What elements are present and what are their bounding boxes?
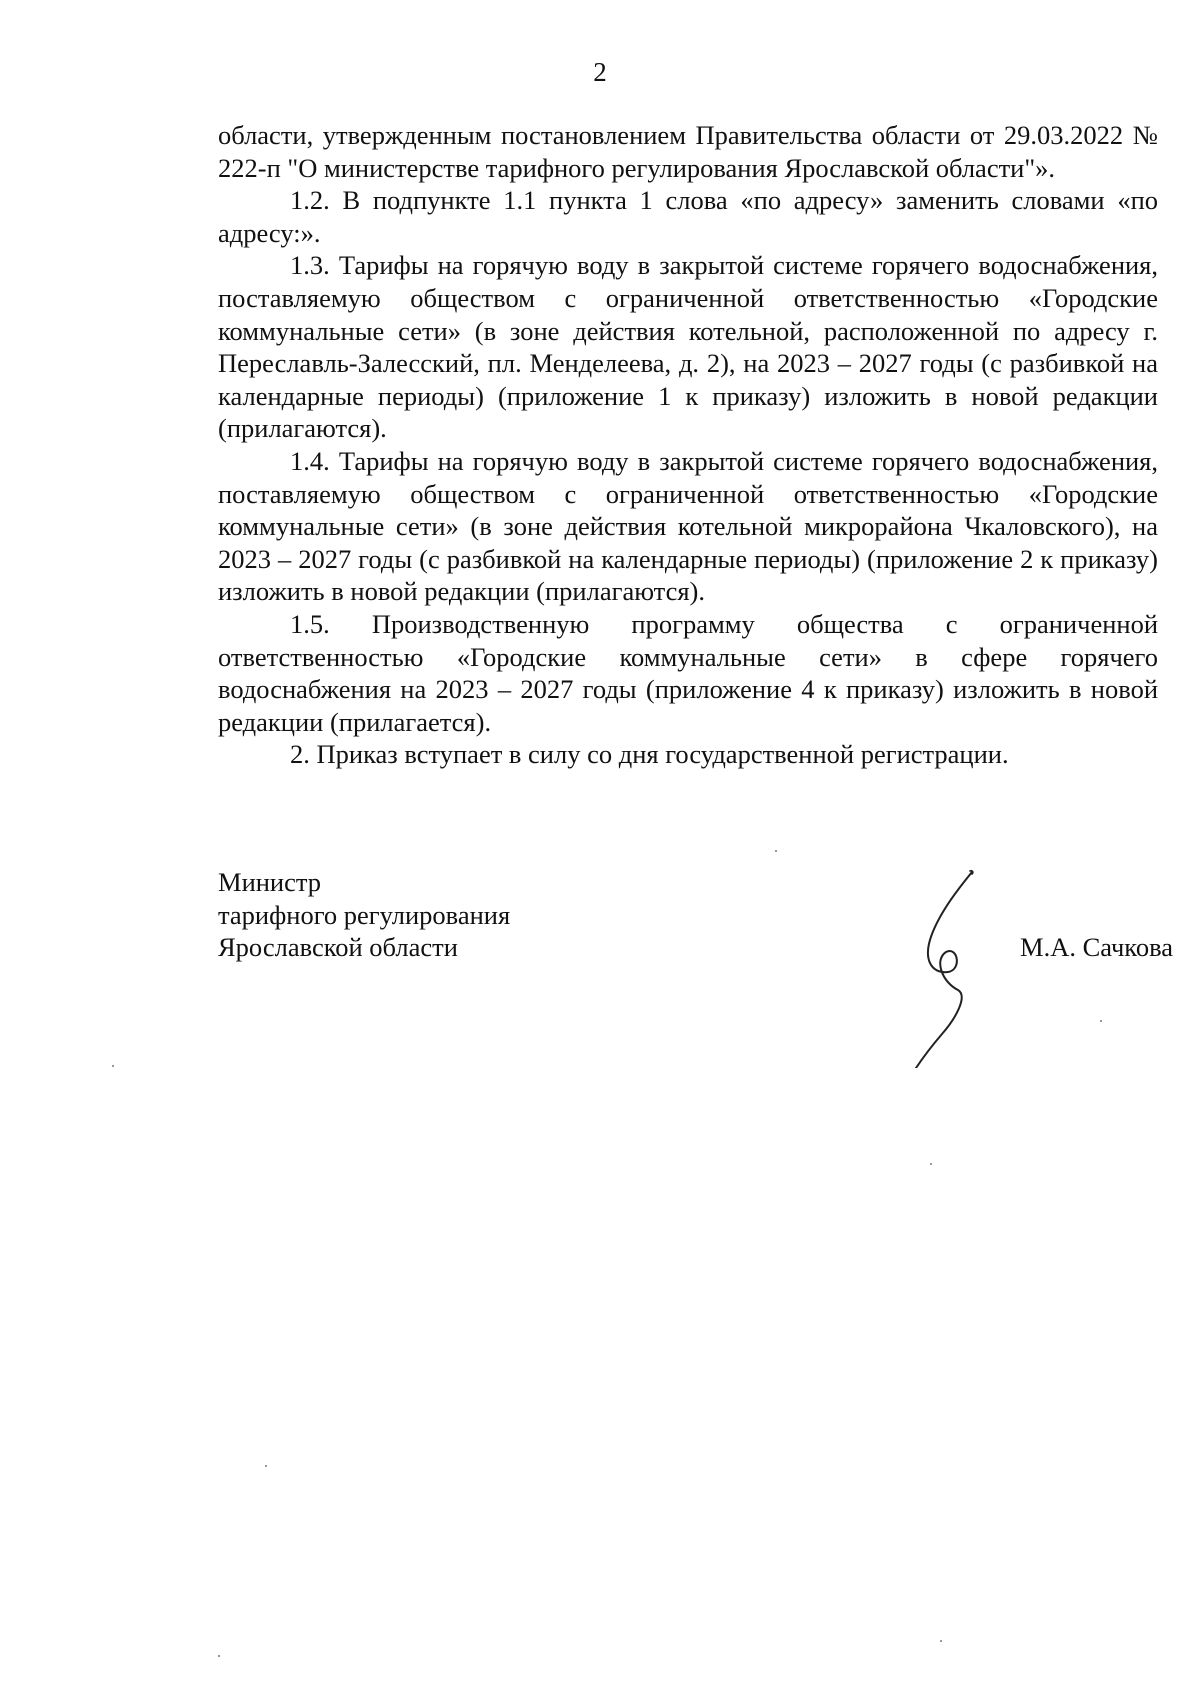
scan-speck [112,1065,114,1067]
paragraph-1-5: 1.5. Производственную программу общества с ограниченной ответственностью «Городские коммунальные сети» в сфере горячего водоснабжения на 2023 – 2027 годы (приложение 4 к приказу) изложить в новой редакции (прилагается). [218,608,1158,737]
scan-speck [930,1163,932,1165]
scan-speck [940,1640,942,1642]
scan-speck [265,1465,267,1467]
paragraph-continuation: области, утвержденным постановлением Правительства области от 29.03.2022 № 222-п "О министерстве тарифного регулирования Ярославской области"». [218,120,1158,183]
document-body [218,119,1158,771]
signatory-title-line-1: Министр [218,867,322,897]
signatory-title-line-2: тарифного регулирования [218,899,511,930]
page-number: 2 [593,57,607,87]
scan-speck [1100,1020,1102,1022]
signatory-title-line-3: Ярославской области [218,932,458,963]
paragraph-1-2: 1.2. В подпункте 1.1 пункта 1 слова «по адресу» заменить словами «по адресу:». [218,185,1158,248]
scan-speck [218,1655,220,1657]
signer-name: М.А. Сачкова [1020,932,1173,962]
signatory-title [218,866,510,964]
scan-speck [775,850,777,852]
handwritten-signature [890,868,1000,1068]
paragraph-1-4: 1.4. Тарифы на горячую воду в закрытой системе горячего водоснабжения, поставляемую обществом с ограниченной ответственностью «Городские коммунальные сети» (в зоне действия котельной микрорайона Чкаловского), на 2023 – 2027 годы (с разбивкой на календарные периоды) (приложение 2 к приказу) изложить в новой редакции (прилагаются). [218,445,1158,607]
paragraph-1-3: 1.3. Тарифы на горячую воду в закрытой системе горячего водоснабжения, поставляемую обществом с ограниченной ответственностью «Городские коммунальные сети» (в зоне действия котельной, расположенной по адресу г. Переславль-Залесский, пл. Менделеева, д. 2), на 2023 – 2027 годы (с разбивкой на календарные периоды) (приложение 1 к приказу) изложить в новой редакции (прилагаются). [218,250,1158,444]
paragraph-2: 2. Приказ вступает в силу со дня государственной регистрации. [290,739,1009,770]
